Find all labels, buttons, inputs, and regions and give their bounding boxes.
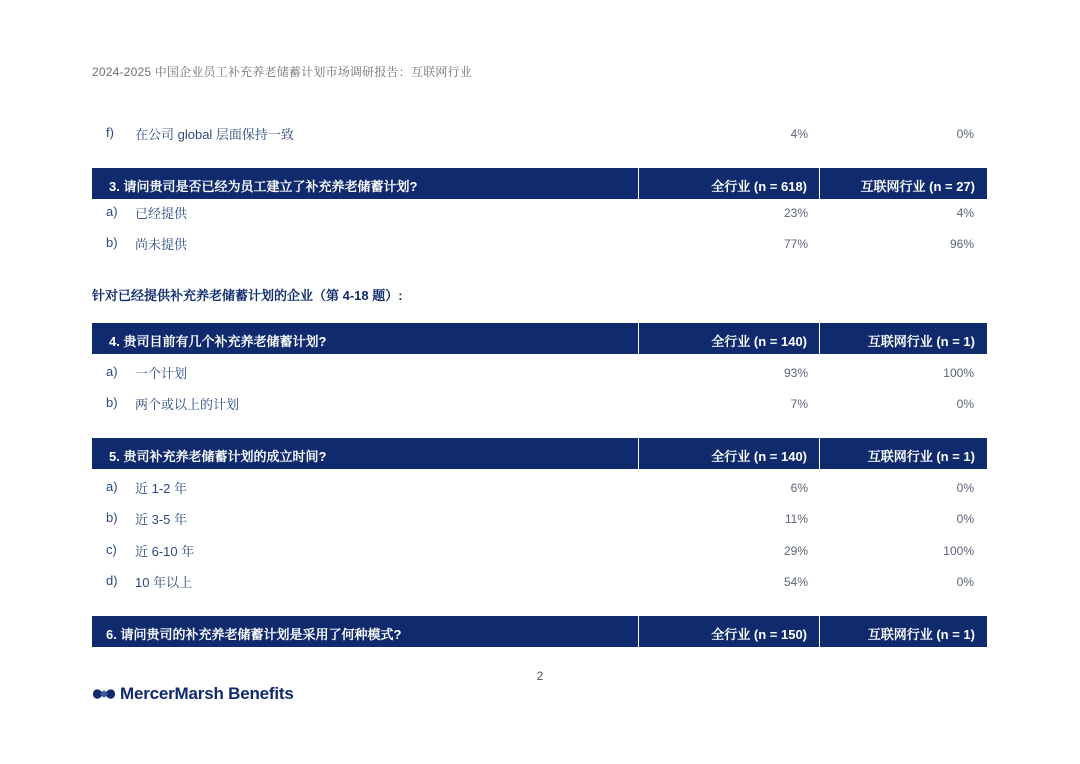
option-letter: b) <box>106 510 118 525</box>
list-item <box>92 507 987 529</box>
internet-industry-value: 0% <box>956 127 974 141</box>
list-item <box>92 539 987 561</box>
list-item <box>92 570 987 592</box>
all-industry-column-header <box>638 438 820 469</box>
internet-industry-value: 4% <box>956 206 974 220</box>
internet-industry-value: 96% <box>949 237 974 251</box>
list-item <box>92 476 987 498</box>
option-letter: b) <box>106 395 118 410</box>
option-letter: f) <box>106 125 114 140</box>
column-label: 互联网行业 (n = 1) <box>867 449 975 464</box>
internet-industry-value: 0% <box>956 481 974 495</box>
internet-industry-column-header <box>820 168 987 199</box>
option-text: 近 3-5 年 <box>135 512 188 527</box>
option-letter: c) <box>106 542 117 557</box>
question-title: 4. 贵司目前有几个补充养老储蓄计划? <box>109 334 327 349</box>
question-title: 3. 请问贵司是否已经为员工建立了补充养老储蓄计划? <box>109 179 418 194</box>
internet-industry-value: 0% <box>956 512 974 526</box>
all-industry-column-header <box>638 616 820 647</box>
list-item <box>92 201 987 223</box>
option-letter: a) <box>106 479 118 494</box>
internet-industry-value: 0% <box>956 397 974 411</box>
all-industry-column-header <box>638 323 820 354</box>
column-label: 全行业 (n = 150) <box>711 627 807 642</box>
internet-industry-value: 100% <box>943 544 974 558</box>
all-industry-value: 54% <box>783 575 808 589</box>
report-header: 2024-2025 中国企业员工补充养老储蓄计划市场调研报告：互联网行业 <box>92 65 472 79</box>
question-5-header <box>92 438 987 469</box>
all-industry-value: 11% <box>784 512 808 526</box>
column-label: 全行业 (n = 140) <box>711 334 807 349</box>
internet-industry-column-header <box>820 438 987 469</box>
question-title: 6. 请问贵司的补充养老储蓄计划是采用了何种模式? <box>106 627 402 642</box>
all-industry-value: 7% <box>790 397 808 411</box>
option-letter: b) <box>106 235 118 250</box>
question-6-header <box>92 616 987 647</box>
option-text: 近 1-2 年 <box>135 481 188 496</box>
all-industry-value: 23% <box>783 206 808 220</box>
question-title: 5. 贵司补充养老储蓄计划的成立时间? <box>109 449 327 464</box>
all-industry-column-header <box>638 168 820 199</box>
column-label: 互联网行业 (n = 27) <box>860 179 975 194</box>
option-text: 已经提供 <box>135 206 188 221</box>
all-industry-value: 6% <box>790 481 808 495</box>
column-label: 互联网行业 (n = 1) <box>867 334 975 349</box>
list-item <box>92 361 987 383</box>
question-4-header <box>92 323 987 354</box>
option-letter: a) <box>106 204 118 219</box>
section-subheading: 针对已经提供补充养老储蓄计划的企业（第 4-18 题）: <box>92 288 403 303</box>
option-text: 近 6-10 年 <box>135 544 195 559</box>
list-item <box>92 392 987 414</box>
list-item <box>92 122 987 144</box>
option-letter: d) <box>106 573 118 588</box>
option-text: 在公司 global 层面保持一致 <box>135 127 294 142</box>
mmb-logo-icon <box>92 686 116 702</box>
column-label: 全行业 (n = 140) <box>711 449 807 464</box>
all-industry-value: 93% <box>783 366 808 380</box>
all-industry-value: 77% <box>783 237 808 251</box>
internet-industry-value: 0% <box>956 575 974 589</box>
option-text: 一个计划 <box>135 366 188 381</box>
brand-logo <box>92 683 294 705</box>
option-text: 10 年以上 <box>135 575 193 590</box>
column-label: 全行业 (n = 618) <box>711 179 807 194</box>
option-letter: a) <box>106 364 118 379</box>
all-industry-value: 29% <box>783 544 808 558</box>
all-industry-value: 4% <box>790 127 808 141</box>
list-item <box>92 232 987 254</box>
brand-name: MercerMarsh Benefits <box>120 684 294 703</box>
question-3-header <box>92 168 987 199</box>
option-text: 两个或以上的计划 <box>135 397 240 412</box>
internet-industry-value: 100% <box>943 366 974 380</box>
page-number: 2 <box>536 669 544 683</box>
column-label: 互联网行业 (n = 1) <box>867 627 975 642</box>
internet-industry-column-header <box>820 616 987 647</box>
internet-industry-column-header <box>820 323 987 354</box>
option-text: 尚未提供 <box>135 237 188 252</box>
